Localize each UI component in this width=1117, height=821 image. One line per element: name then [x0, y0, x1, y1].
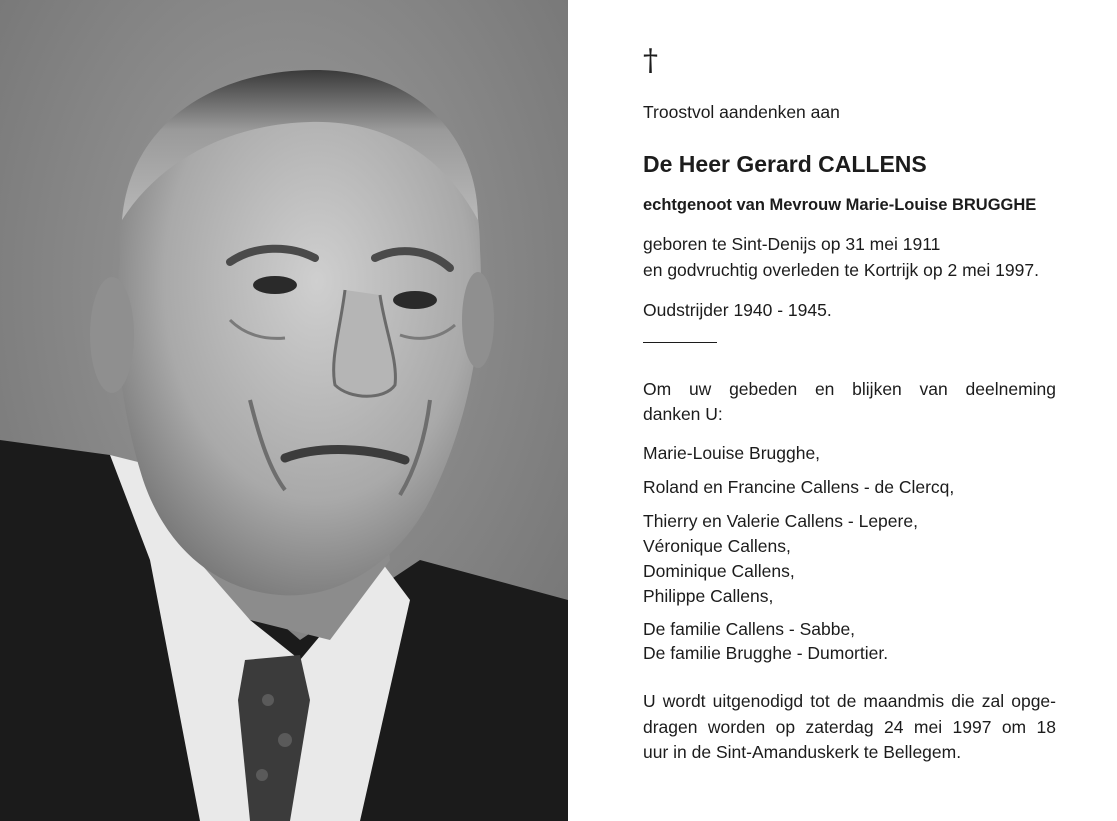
intro-line: Troostvol aandenken aan — [643, 102, 840, 122]
spouse-line: echtgenoot van Mevrouw Marie-Louise BRUGGHE — [643, 196, 1037, 214]
invitation-line-2: dragen worden op zaterdag 24 mei 1997 om 18 — [643, 717, 1056, 737]
veteran-line: Oudstrijder 1940 - 1945. — [643, 300, 832, 320]
left-ear — [90, 277, 134, 393]
right-ear — [462, 272, 494, 368]
mourner-item: Marie-Louise Brugghe, — [643, 443, 821, 463]
death-line: en godvruchtig overleden te Kortrijk op 2 mei 1997. — [643, 260, 1039, 280]
deceased-name: De Heer Gerard CALLENS — [643, 151, 927, 177]
mourner-item: Dominique Callens, — [643, 561, 795, 581]
mourner-item: Roland en Francine Callens - de Clercq, — [643, 477, 955, 497]
mourner-item: Thierry en Valerie Callens - Lepere, — [643, 511, 918, 531]
mourner-item: Véronique Callens, — [643, 536, 791, 556]
mourner-item: De familie Brugghe - Dumortier. — [643, 643, 889, 663]
left-eye — [253, 276, 297, 294]
memorial-text — [643, 0, 1093, 821]
mourner-item: De familie Callens - Sabbe, — [643, 619, 856, 639]
cross-symbol: † — [643, 43, 658, 78]
invitation-line-3: uur in de Sint-Amanduskerk te Bellegem. — [643, 742, 962, 762]
divider — [643, 342, 717, 343]
mourner-item: Philippe Callens, — [643, 586, 774, 606]
invitation-line-1: U wordt uitgenodigd tot de maandmis die zal opge- — [643, 691, 1056, 711]
right-eye — [393, 291, 437, 309]
birth-line: geboren te Sint-Denijs op 31 mei 1911 — [643, 234, 941, 254]
prayer-request-line-1: Om uw gebeden en blijken van deelneming — [643, 379, 1056, 399]
prayer-request-line-2: danken U: — [643, 404, 723, 424]
